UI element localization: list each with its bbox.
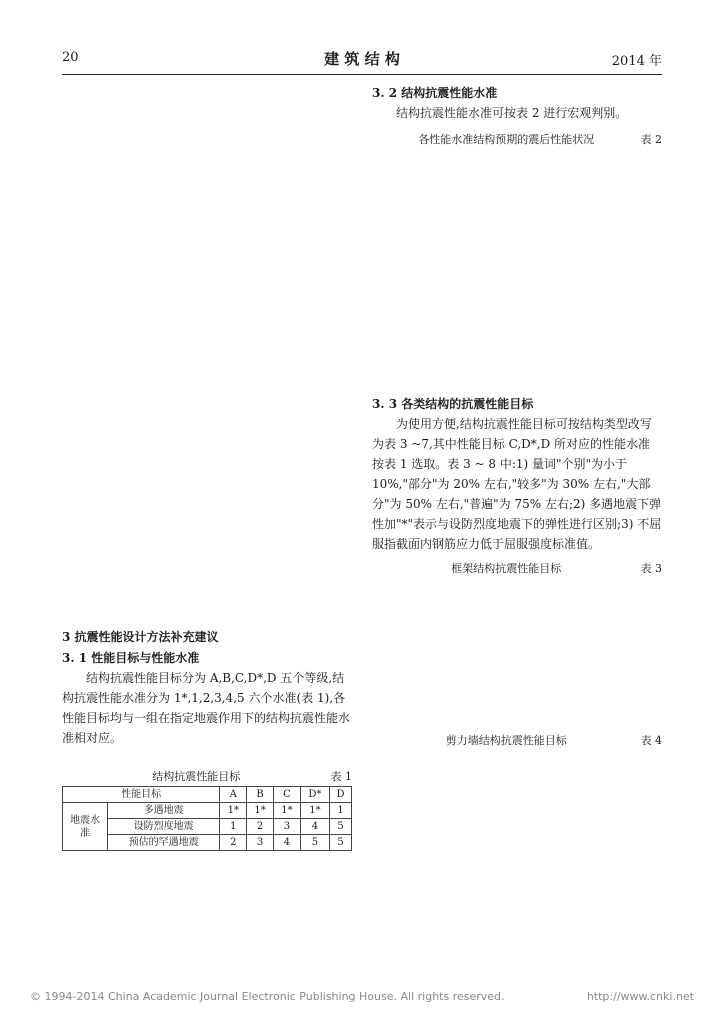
table1-row-label: 多遇地震 bbox=[108, 803, 220, 819]
table1-cell: 2 bbox=[220, 835, 247, 851]
table4-title: 剪力墙结构抗震性能目标 bbox=[445, 734, 567, 747]
table1-cell: 3 bbox=[247, 835, 274, 851]
table3-caption bbox=[372, 560, 662, 576]
section-3-1-paragraph: 结构抗震性能目标分为 A,B,C,D*,D 五个等级,结构抗震性能水准分为 1*,1,2,3,4,5 六个水准(表 1),各性能目标均与一组在指定地震作用下的结构抗震性能水准相对应。 bbox=[62, 671, 351, 745]
table1-cell: 1* bbox=[274, 803, 301, 819]
table1-header-cell: B bbox=[247, 787, 274, 803]
table1-cell: 1 bbox=[220, 819, 247, 835]
right-column bbox=[372, 80, 662, 750]
section-3-3-paragraph: 为使用方便,结构抗震性能目标可按结构类型改写为表 3 ~7,其中性能目标 C,D*,D 所对应的性能水准按表 1 选取。表 3 ~ 8 中:1) 量词"个别"为小于 10%,"部分"为 20% 左右,"较多"为 30% 左右,"大部分"为 50% 左右,"普遍"为 75% 左右;2) 多遇地震下弹性加"*"表示与设防烈度地震下的弹性进行区别;3) 不屈服指截面内钢筋应力低于屈服强度标准值。 bbox=[372, 417, 662, 551]
table1-row-label: 预估的罕遇地震 bbox=[108, 835, 220, 851]
table1-header-cell: 性能目标 bbox=[63, 787, 220, 803]
table3-number: 表 3 bbox=[640, 562, 662, 575]
section-3-2-heading: 3. 2 结构抗震性能水准 bbox=[372, 86, 498, 100]
section-3-2-paragraph: 结构抗震性能水准可按表 2 进行宏观判别。 bbox=[396, 106, 628, 120]
omitted-table3 bbox=[372, 578, 662, 728]
omitted-table2 bbox=[372, 149, 662, 385]
table1-header-row bbox=[63, 787, 352, 803]
table1-header-cell: D bbox=[330, 787, 352, 803]
table1-cell: 1 bbox=[330, 803, 352, 819]
table1-number: 表 1 bbox=[330, 770, 352, 783]
table2-number: 表 2 bbox=[640, 133, 662, 146]
table1-row-label: 设防烈度地震 bbox=[108, 819, 220, 835]
page-number: 20 bbox=[62, 50, 79, 65]
copyright-text: © 1994-2014 China Academic Journal Electronic Publishing House. All rights reserved. bbox=[30, 990, 505, 1003]
table1-cell: 4 bbox=[274, 835, 301, 851]
left-column bbox=[62, 80, 352, 851]
table1-cell: 5 bbox=[300, 835, 329, 851]
section-3-3-heading: 3. 3 各类结构的抗震性能目标 bbox=[372, 397, 534, 411]
table1-caption bbox=[62, 768, 352, 784]
table1 bbox=[62, 786, 352, 851]
table2-caption bbox=[372, 131, 662, 147]
table4-caption bbox=[372, 732, 662, 748]
section-3-1-heading: 3. 1 性能目标与性能水准 bbox=[62, 651, 200, 665]
table-row bbox=[63, 803, 352, 819]
cnki-url: http://www.cnki.net bbox=[586, 990, 694, 1003]
journal-year: 2014 年 bbox=[611, 54, 662, 69]
copyright-footer bbox=[30, 990, 694, 1003]
section-3-heading: 3 抗震性能设计方法补充建议 bbox=[62, 630, 219, 644]
omitted-text-block bbox=[62, 80, 352, 624]
table1-header-cell: D* bbox=[300, 787, 329, 803]
header-rule bbox=[62, 74, 662, 75]
table1-cell: 1* bbox=[220, 803, 247, 819]
table3-title: 框架结构抗震性能目标 bbox=[451, 562, 562, 575]
table1-cell: 1* bbox=[300, 803, 329, 819]
table1-cell: 5 bbox=[330, 835, 352, 851]
table1-title: 结构抗震性能目标 bbox=[152, 770, 241, 783]
table1-cell: 1* bbox=[247, 803, 274, 819]
table1-header-cell: A bbox=[220, 787, 247, 803]
table1-header-cell: C bbox=[274, 787, 301, 803]
table1-row-group: 地震水准 bbox=[63, 803, 108, 851]
table1-cell: 3 bbox=[274, 819, 301, 835]
table1-cell: 2 bbox=[247, 819, 274, 835]
table4-number: 表 4 bbox=[640, 734, 662, 747]
table1-cell: 4 bbox=[300, 819, 329, 835]
table1-cell: 5 bbox=[330, 819, 352, 835]
table2-title: 各性能水准结构预期的震后性能状况 bbox=[418, 133, 595, 146]
journal-title: 建 筑 结 构 bbox=[324, 50, 400, 68]
